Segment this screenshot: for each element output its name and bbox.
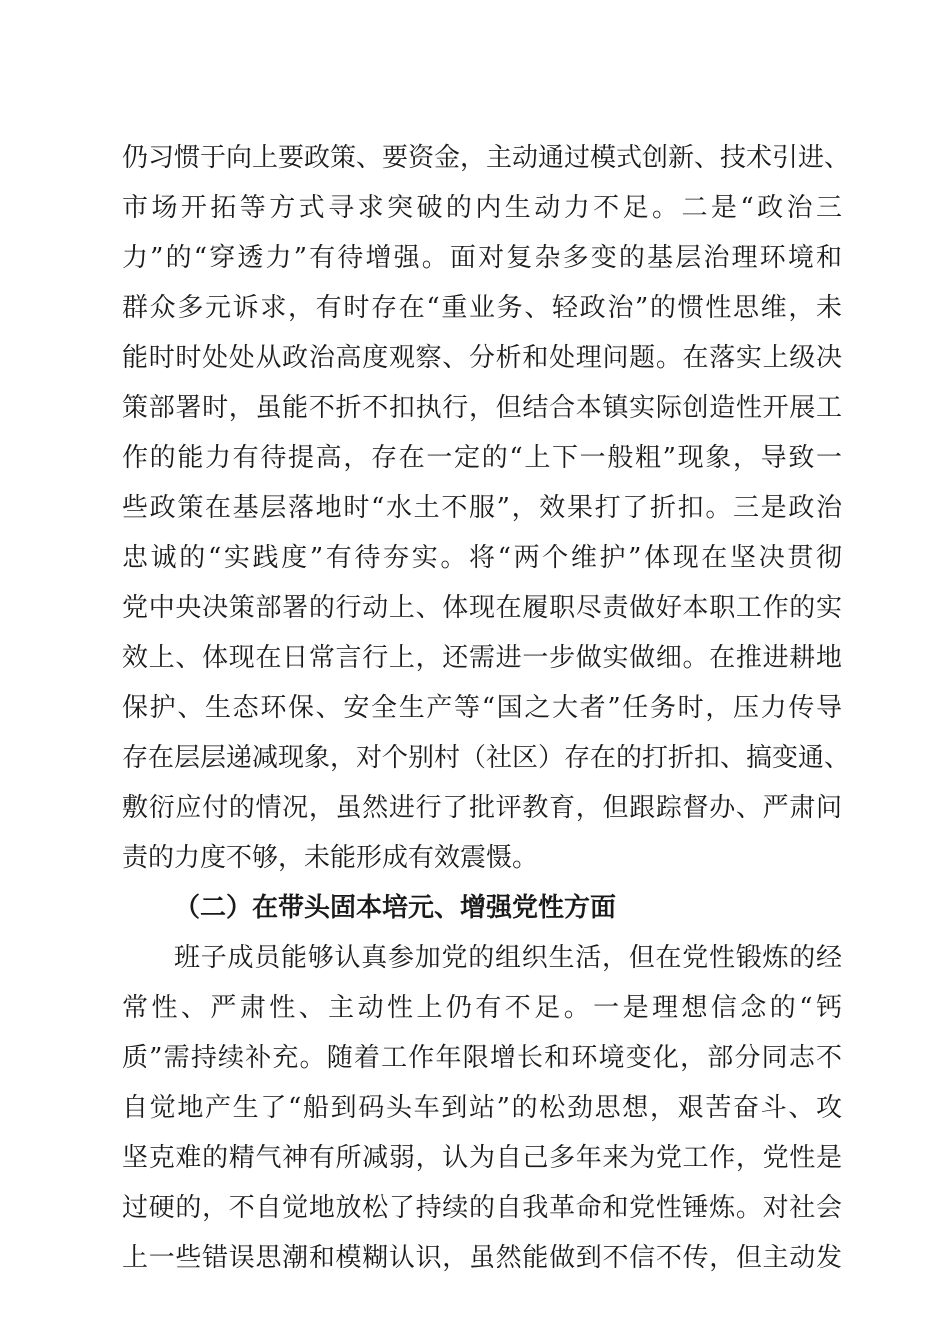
paragraph-line: 党中央决策部署的行动上、体现在履职尽责做好本职工作的实 xyxy=(122,593,842,623)
paragraph-line: 保护、生态环保、安全生产等“国之大者”任务时，压力传导 xyxy=(122,693,842,723)
paragraph-line: 力”的“穿透力”有待增强。面对复杂多变的基层治理环境和 xyxy=(122,243,842,273)
paragraph-line: 仍习惯于向上要政策、要资金，主动通过模式创新、技术引进、 xyxy=(122,143,851,173)
paragraph-line: 班子成员能够认真参加党的组织生活，但在党性锻炼的经 xyxy=(174,943,842,973)
paragraph-line: 忠诚的“实践度”有待夯实。将“两个维护”体现在坚决贯彻 xyxy=(122,543,842,573)
paragraph-line: 责的力度不够，未能形成有效震慑。 xyxy=(122,843,539,873)
paragraph-line: 自觉地产生了“船到码头车到站”的松劲思想，艰苦奋斗、攻 xyxy=(122,1093,842,1123)
paragraph-line: 能时时处处从政治高度观察、分析和处理问题。在落实上级决 xyxy=(122,343,842,373)
paragraph-line: 上一些错误思潮和模糊认识，虽然能做到不信不传，但主动发 xyxy=(122,1243,842,1273)
paragraph-line: 质”需持续补充。随着工作年限增长和环境变化，部分同志不 xyxy=(122,1043,842,1073)
paragraph-line: 坚克难的精气神有所减弱，认为自己多年来为党工作，党性是 xyxy=(122,1143,842,1173)
paragraph-line: 存在层层递减现象，对个别村（社区）存在的打折扣、搞变通、 xyxy=(122,743,851,773)
paragraph-line: 效上、体现在日常言行上，还需进一步做实做细。在推进耕地 xyxy=(122,643,842,673)
paragraph-line: 过硬的，不自觉地放松了持续的自我革命和党性锤炼。对社会 xyxy=(122,1193,842,1223)
paragraph-line: 市场开拓等方式寻求突破的内生动力不足。二是“政治三 xyxy=(122,193,842,223)
paragraph-line: 常性、严肃性、主动性上仍有不足。一是理想信念的“钙 xyxy=(122,993,842,1023)
paragraph-line: 作的能力有待提高，存在一定的“上下一般粗”现象，导致一 xyxy=(122,443,842,473)
paragraph-line: 策部署时，虽能不折不扣执行，但结合本镇实际创造性开展工 xyxy=(122,393,842,423)
paragraph-line: 敷衍应付的情况，虽然进行了批评教育，但跟踪督办、严肃问 xyxy=(122,793,842,823)
paragraph-line: 些政策在基层落地时“水土不服”，效果打了折扣。三是政治 xyxy=(122,493,842,523)
section-heading: （二）在带头固本培元、增强党性方面 xyxy=(174,893,617,923)
paragraph-line: 群众多元诉求，有时存在“重业务、轻政治”的惯性思维，未 xyxy=(122,293,842,323)
